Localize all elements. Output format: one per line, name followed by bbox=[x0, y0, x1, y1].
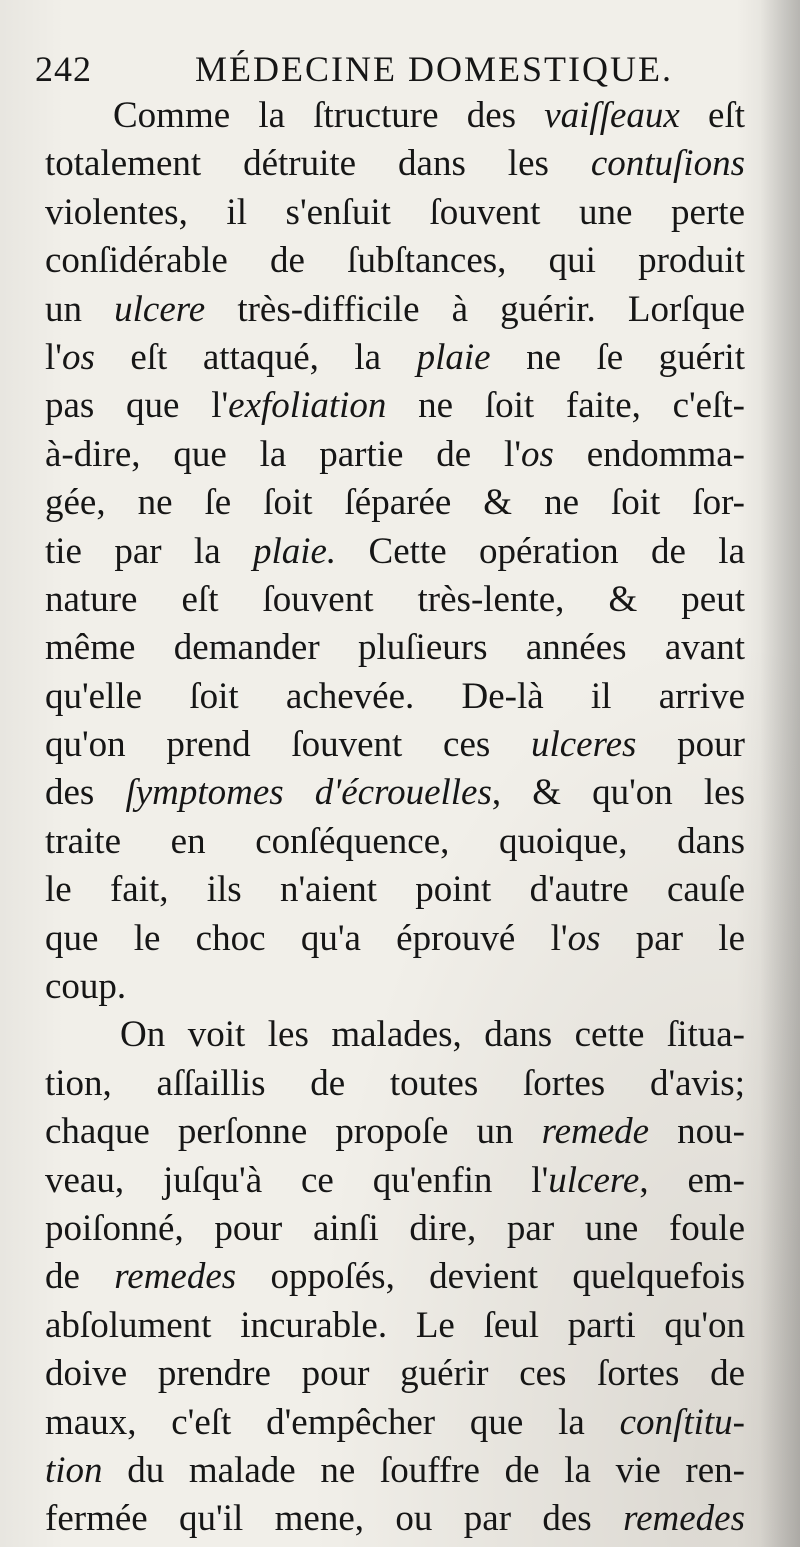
text-line bbox=[45, 140, 745, 188]
italic-term: ulceres bbox=[530, 724, 637, 766]
text-line bbox=[45, 1302, 745, 1350]
text-segment: eſt attaqué, la bbox=[94, 336, 417, 378]
italic-term: remedes bbox=[114, 1256, 237, 1298]
text-line bbox=[45, 866, 745, 914]
text-segment: gée, ne ſe ſoit ſéparée & ne ſoit ſor- bbox=[45, 482, 745, 524]
text-segment: à-dire, que la partie de l' bbox=[45, 433, 521, 475]
text-segment: poiſonné, pour ainſi dire, par une foule bbox=[45, 1207, 745, 1249]
text-line bbox=[45, 1253, 745, 1301]
text-segment: qu'elle ſoit achevée. De-là il arrive bbox=[45, 675, 745, 717]
text-line bbox=[45, 963, 745, 1011]
text-segment: Cette opération de la bbox=[336, 530, 745, 572]
text-segment: , & qu'on les bbox=[491, 772, 745, 814]
text-line bbox=[45, 576, 745, 624]
text-line bbox=[45, 334, 745, 382]
text-segment: conſidérable de ſubſtances, qui produit bbox=[45, 240, 745, 282]
text-line bbox=[45, 769, 745, 817]
text-segment: même demander pluſieurs années avant bbox=[45, 627, 745, 669]
text-line bbox=[45, 673, 745, 721]
italic-term: os bbox=[567, 917, 601, 959]
page-number: 242 bbox=[35, 49, 92, 89]
italic-term: os bbox=[61, 336, 95, 378]
text-segment: totalement détruite dans les bbox=[45, 143, 591, 185]
text-segment: pas que l' bbox=[45, 385, 229, 427]
text-line bbox=[45, 1108, 745, 1156]
page-gutter-shadow bbox=[760, 0, 800, 1547]
italic-term: remede bbox=[541, 1111, 650, 1153]
text-line bbox=[45, 189, 745, 237]
text-line bbox=[45, 1011, 745, 1059]
italic-term: plaie bbox=[416, 336, 491, 378]
text-segment: chaque perſonne propoſe un bbox=[45, 1111, 542, 1153]
italic-term: ulcere bbox=[548, 1159, 640, 1201]
text-line bbox=[45, 528, 745, 576]
text-segment: veau, juſqu'à ce qu'enfin l' bbox=[45, 1159, 549, 1201]
text-segment: oppoſés, devient quelquefois bbox=[236, 1256, 745, 1298]
italic-term: os bbox=[521, 433, 554, 475]
text-line bbox=[45, 818, 745, 866]
italic-term: plaie. bbox=[252, 530, 337, 572]
text-line bbox=[45, 1205, 745, 1253]
text-line bbox=[45, 286, 745, 334]
text-line bbox=[45, 1350, 745, 1398]
text-segment: un bbox=[45, 288, 115, 330]
text-line bbox=[45, 431, 745, 479]
italic-term: exfoliation bbox=[228, 385, 387, 427]
text-segment: ne ſe guérit bbox=[490, 336, 745, 378]
text-line bbox=[45, 1447, 745, 1495]
text-line bbox=[45, 915, 745, 963]
body-text bbox=[45, 92, 745, 1544]
text-line bbox=[45, 479, 745, 527]
text-line bbox=[45, 1495, 745, 1543]
text-segment: coup. bbox=[45, 966, 127, 1008]
text-segment: ne ſoit faite, c'eſt- bbox=[386, 385, 745, 427]
italic-term: vaiſſeaux bbox=[544, 95, 680, 136]
text-segment: de bbox=[45, 1256, 115, 1298]
text-segment: fermée qu'il mene, ou par des bbox=[45, 1498, 624, 1540]
text-segment: violentes, il s'enſuit ſouvent une perte bbox=[45, 191, 745, 233]
text-line bbox=[45, 382, 745, 430]
text-segment: tie par la bbox=[45, 530, 253, 572]
text-segment: On voit les malades, dans cette ſitua- bbox=[120, 1014, 745, 1056]
text-segment: eſt bbox=[679, 95, 746, 136]
text-segment: tion, aſſaillis de toutes ſortes d'avis; bbox=[45, 1062, 745, 1104]
text-segment: le fait, ils n'aient point d'autre cauſe bbox=[45, 869, 745, 911]
text-line bbox=[45, 1399, 745, 1447]
text-line bbox=[45, 92, 745, 140]
text-segment: qu'on prend ſouvent ces bbox=[45, 724, 531, 766]
text-segment: que le choc qu'a éprouvé l' bbox=[45, 917, 568, 959]
text-segment: , em- bbox=[639, 1159, 745, 1201]
text-line bbox=[45, 237, 745, 285]
text-segment: Comme la ſtructure des bbox=[113, 95, 545, 136]
italic-term: tion bbox=[45, 1449, 103, 1491]
italic-term: conſtitu- bbox=[619, 1401, 745, 1443]
text-segment: abſolument incurable. Le ſeul parti qu'on bbox=[45, 1304, 745, 1346]
text-segment: du malade ne ſouffre de la vie ren- bbox=[102, 1449, 745, 1491]
text-segment: des bbox=[45, 772, 126, 814]
text-segment: traite en conſéquence, quoique, dans bbox=[45, 820, 745, 862]
text-line bbox=[45, 1060, 745, 1108]
text-segment: nou- bbox=[649, 1111, 745, 1153]
text-segment: endomma- bbox=[553, 433, 745, 475]
text-segment: l' bbox=[45, 336, 62, 378]
italic-term: contuſions bbox=[590, 143, 745, 185]
text-segment: très-difficile à guérir. Lorſque bbox=[205, 288, 745, 330]
text-segment: par le bbox=[600, 917, 745, 959]
text-line bbox=[45, 624, 745, 672]
text-segment: pour bbox=[636, 724, 745, 766]
text-segment: doive prendre pour guérir ces ſortes de bbox=[45, 1353, 745, 1395]
italic-term: ulcere bbox=[114, 288, 206, 330]
italic-term: remedes bbox=[623, 1498, 745, 1540]
running-title: MÉDECINE DOMESTIQUE. bbox=[195, 49, 673, 89]
text-line bbox=[45, 1157, 745, 1205]
italic-term: ſymptomes d'écrouelles bbox=[125, 772, 492, 814]
text-line bbox=[45, 721, 745, 769]
page-header bbox=[35, 48, 765, 98]
text-segment: nature eſt ſouvent très-lente, & peut bbox=[45, 578, 745, 620]
text-segment: maux, c'eſt d'empêcher que la bbox=[45, 1401, 620, 1443]
